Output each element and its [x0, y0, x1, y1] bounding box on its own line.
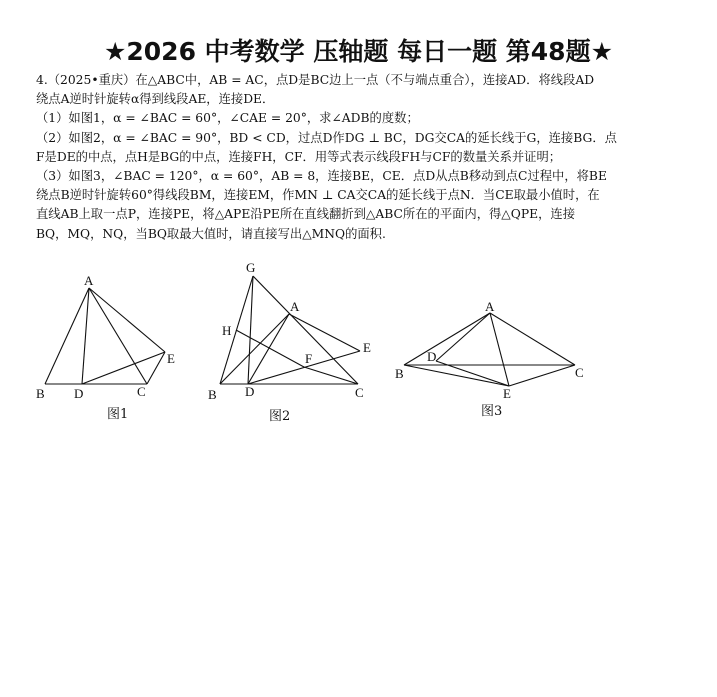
figure-1-caption: 图1: [107, 407, 129, 422]
label-B: B: [36, 386, 45, 401]
label-H: H: [222, 323, 232, 338]
segment-AD: [82, 288, 89, 384]
problem-line: 直线AB上取一点P，连接PE，将△APE沿PE所在直线翻折到△ABC所在的平面内，得△QPE，连接: [36, 207, 575, 222]
label-C: C: [137, 384, 146, 399]
figure-2-caption: 图2: [269, 409, 291, 424]
segment-AD: [436, 313, 490, 361]
segment-BA: [404, 313, 490, 365]
segment-AE: [490, 313, 509, 386]
problem-line: 绕点A逆时针旋转α得到线段AE，连接DE．: [36, 92, 275, 107]
problem-line: 4.（2025•重庆）在△ABC中，AB = AC，点D是BC边上一点（不与端点重合），连接AD．将线段AD: [36, 73, 595, 87]
label-F: F: [305, 351, 313, 366]
problem-line: （3）如图3，∠BAC = 120°，α = 60°，AB = 8，连接BE，CE．点D从点B移动到点C过程中，将BE: [36, 169, 607, 184]
label-B: B: [395, 366, 404, 381]
problem-line: （2）如图2，α = ∠BAC = 90°，BD < CD，过点D作DG ⊥ BC，DG交CA的延长线于G，连接BG．点: [36, 130, 617, 145]
problem-line: （1）如图1，α = ∠BAC = 60°，∠CAE = 20°，求∠ADB的度数；: [36, 111, 419, 126]
segment-EC: [509, 365, 575, 386]
label-B: B: [208, 387, 217, 402]
problem-line: 绕点B逆时针旋转60°得线段BM，连接EM，作MN ⊥ CA交CA的延长线于点N．当CE取最小值时，在: [36, 188, 600, 203]
page-title: ★2026 中考数学 压轴题 每日一题 第48题★: [103, 37, 613, 66]
segment-HF: [236, 330, 304, 367]
label-E: E: [363, 340, 371, 355]
segment-AB: [45, 288, 89, 384]
label-E: E: [503, 386, 511, 401]
segment-AC: [490, 313, 575, 365]
label-A: A: [290, 299, 300, 314]
segment-AE: [289, 314, 360, 351]
segment-DE: [82, 352, 165, 384]
segment-CE: [147, 352, 165, 384]
problem-line: BQ，MQ，NQ，当BQ取最大值时，请直接写出△MNQ的面积.: [36, 226, 386, 241]
label-G: G: [246, 260, 256, 275]
label-C: C: [355, 385, 364, 400]
label-A: A: [84, 273, 94, 288]
label-D: D: [74, 386, 84, 401]
label-C: C: [575, 365, 584, 380]
segment-AE: [89, 288, 165, 352]
segment-GD: [248, 276, 253, 384]
label-D: D: [427, 349, 437, 364]
figure-3-caption: 图3: [481, 404, 503, 419]
label-A: A: [485, 299, 495, 314]
label-E: E: [167, 351, 175, 366]
problem-line: F是DE的中点，点H是BG的中点，连接FH，CF．用等式表示线段FH与CF的数量关系并证明；: [36, 149, 562, 164]
label-D: D: [245, 384, 255, 399]
